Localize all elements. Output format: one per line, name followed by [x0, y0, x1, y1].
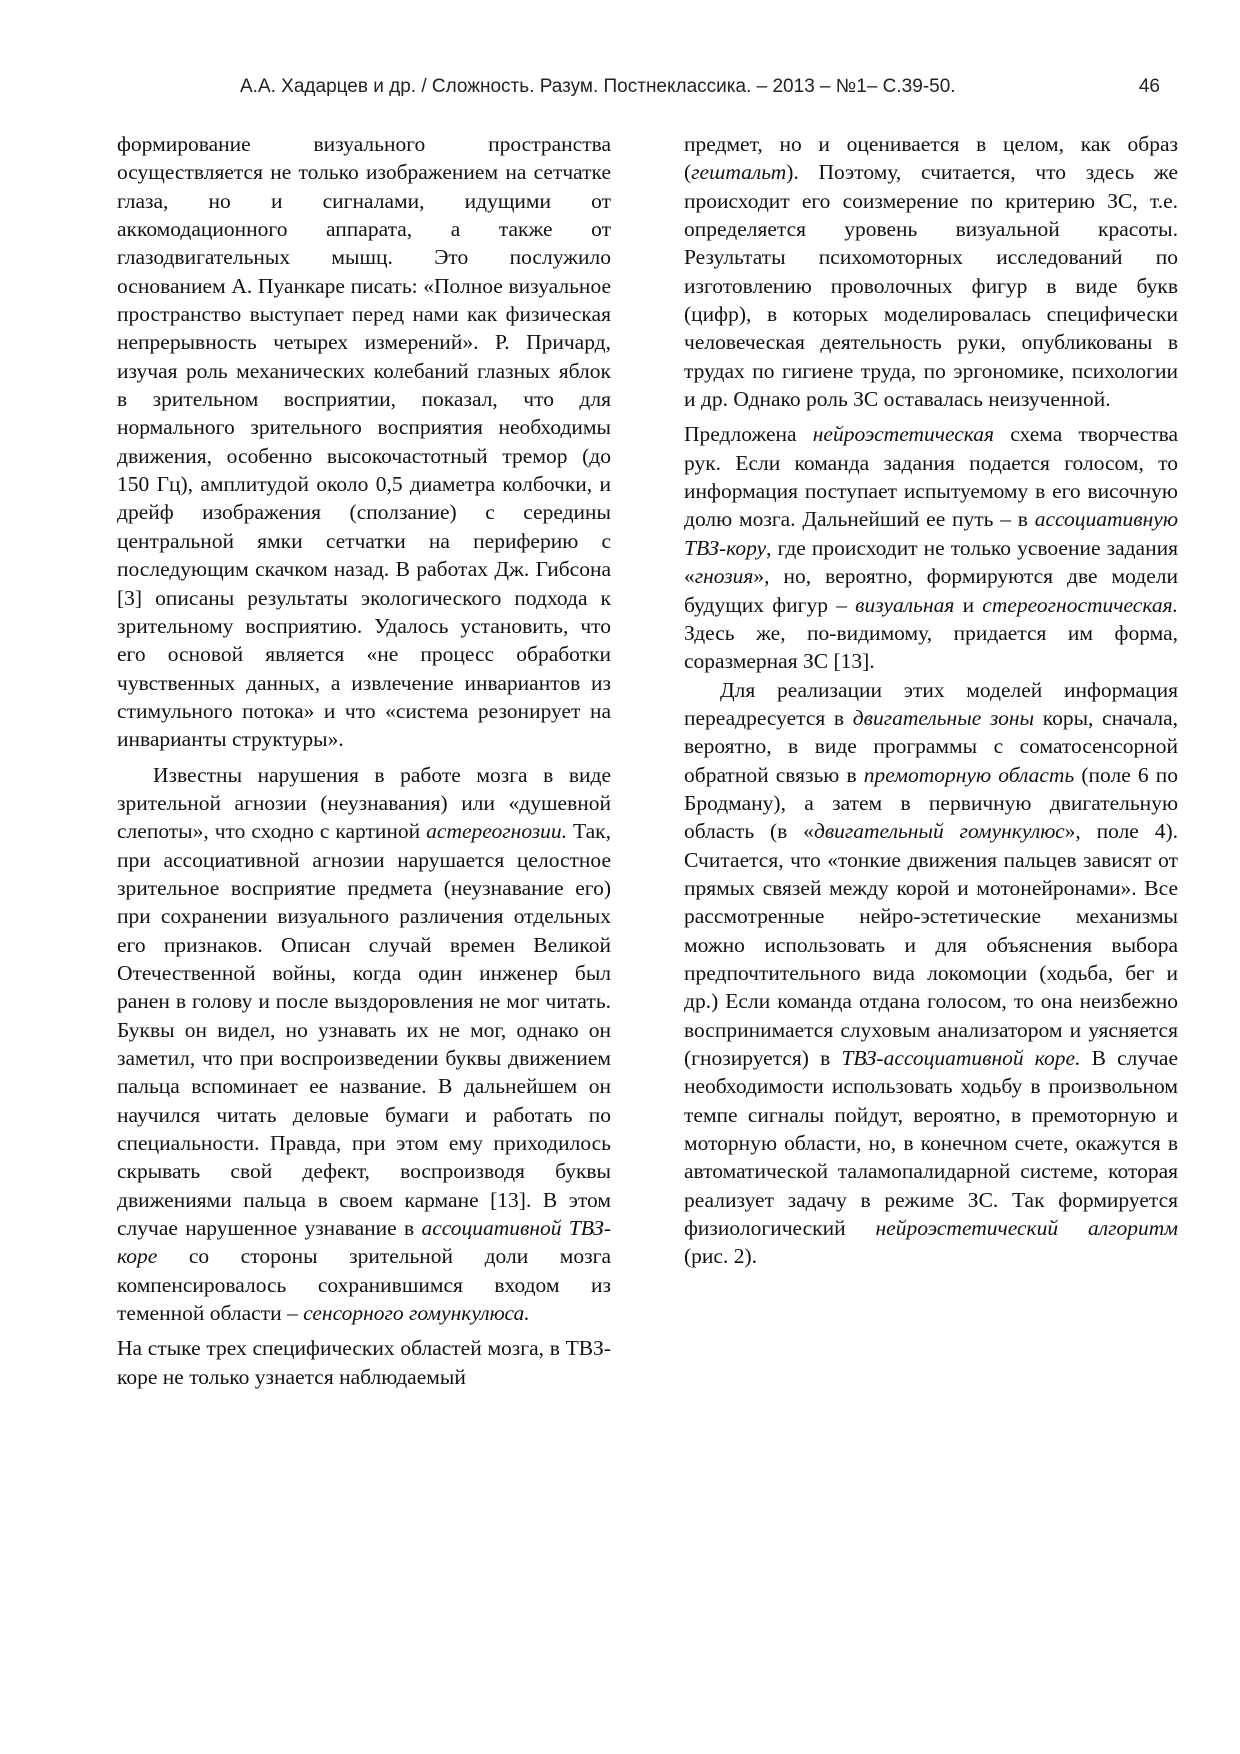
- paragraph-visual-space: [117, 130, 611, 754]
- term-visual: визуальная: [855, 592, 955, 617]
- term-neuroaesthetic: нейроэстетическая: [812, 422, 995, 447]
- term-astereognosis: астереогнозии.: [426, 819, 568, 844]
- text-run: ). Поэтому, считается, что здесь же происходит его соизмерение по критерию ЗС, т.е. определяется уровень визуальной красоты. Результаты психомоторных исследований по изготовлению проволочных фигур в виде букв (цифр), в которых моделировалась специфически человеческая деятельность руки, опубликованы в трудах по гигиене труда, по эргономике, психологии и др. Однако роль ЗС оставалась неизученной.: [684, 160, 1178, 412]
- term-gnosis: гнозия: [694, 564, 754, 589]
- text-run: (рис. 2).: [684, 1244, 757, 1269]
- right-column: [684, 130, 1178, 1271]
- text-run: предмет, но и оценивается в целом, как образ (: [684, 132, 1178, 185]
- text-run: (поле 6 по Бродману), а затем в первичную двигательную область (в «: [684, 762, 1178, 844]
- text-run: и: [954, 592, 983, 617]
- term-tvz-associative-cortex: ТВЗ-ассоциативной коре.: [841, 1046, 1081, 1070]
- text-run: », но, вероятно, формируются две модели будущих фигур –: [684, 564, 1178, 617]
- text-run: формирование визуального пространства осуществляется не только изображением на сетчатке глаза, но и сигналами, идущими от аккомодационного аппарата, а также от глазодвигательных мышц. Это послужило основанием А. Пуанкаре писать: «Полное визуальное пространство выступает перед нами как физическая непрерывность четырех измерений». Р. Причард, изучая роль механических колебаний глазных яблок в зрительном восприятии, показал, что для нормального зрительного восприятия необходимы движения, особенно высокочастотный тремор (до 150 Гц), амплитудой около 0,5 диаметра колбочки, и дрейф изображения (сползание) с середины центральной ямки сетчатки на периферию с последующим скачком назад. В работах Дж. Гибсона [3] описаны результаты экологического подхода к зрительному восприятию. Удалось установить, что его основой является «не процесс обработки чувственных данных, а извлечение инвариантов из стимульного потока» и что «система резонирует на инварианты структуры».: [117, 132, 611, 752]
- text-run: Предложена: [684, 422, 813, 447]
- paragraph-gestalt: [684, 130, 1178, 413]
- paragraph-agnosia: [117, 761, 611, 1328]
- text-run: коры, сначала, вероятно, в виде программы с соматосенсорной обратной связью в: [684, 705, 1178, 787]
- page-number: 46: [1138, 76, 1160, 97]
- term-motor-zones: двигательные зоны: [852, 705, 1035, 730]
- text-run: Здесь же, по-видимому, придается им форма, соразмерная ЗС [13].: [684, 620, 1178, 674]
- text-run: Для реализации этих моделей информация переадресуется в: [684, 677, 1178, 730]
- term-premotor-area: премоторную область: [863, 762, 1075, 787]
- term-gestalt: гештальт: [691, 160, 787, 185]
- text-run: схема творчества рук. Если команда задания подается голосом, то информация поступает испытуемому в его височную долю мозга. Дальнейший ее путь – в: [684, 422, 1178, 532]
- term-associative-tvz-cortex: ассоциативную ТВЗ-кору: [684, 507, 1178, 560]
- paragraph-neuroaesthetic-scheme: [684, 420, 1178, 675]
- term-neuroaesthetic-algorithm: нейроэстетический алгоритм: [875, 1216, 1178, 1241]
- text-run: На стыке трех специфических областей мозга, в ТВЗ-коре не только узнается наблюдаемый: [117, 1336, 611, 1389]
- text-run: Известны нарушения в работе мозга в виде зрительной агнозии (неузнавания) или «душевной слепоты», что сходно с картиной: [117, 762, 611, 844]
- journal-citation: А.А. Хадарцев и др. / Сложность. Разум. Постнеклассика. – 2013 – №1– С.39-50.: [240, 76, 956, 97]
- paragraph-motor-zones: [684, 676, 1178, 1271]
- left-column: [117, 130, 611, 1391]
- term-stereognostic: стереогностическая.: [982, 592, 1178, 617]
- term-motor-homunculus: двигательный гомункулюс: [813, 819, 1065, 844]
- text-run: », поле 4). Считается, что «тонкие движения пальцев зависят от прямых связей между корой и мотонейронами». Все рассмотренные нейро-эстетические механизмы можно использовать и для объяснения выбора предпочтительного вида локомоции (ходьба, бег и др.) Если команда отдана голосом, то она неизбежно воспринимается слуховым анализатором и уясняется (гнозируется) в: [684, 819, 1178, 1070]
- text-run: Так, при ассоциативной агнозии нарушается целостное зрительное восприятие предмета (неузнавание его) при сохранении визуального различения отдельных его признаков. Описан случай времен Великой Отечественной войны, когда один инженер был ранен в голову и после выздоровления не мог читать. Буквы он видел, но узнавать их не мог, однако он заметил, что при воспроизведении буквы движением пальца вспоминает ее название. В дальнейшем он научился читать деловые бумаги и работать по специальности. Правда, при этом ему приходилось скрывать свой дефект, воспроизводя буквы движениями пальца в своем кармане [13]. В этом случае нарушенное узнавание в: [117, 819, 611, 1241]
- term-sensory-homunculus: сенсорного гомункулюса.: [303, 1301, 530, 1326]
- term-associative-cortex: ассоциативной ТВЗ-коре: [117, 1216, 611, 1269]
- text-run: , где происходит не только усвоение задания «: [684, 535, 1178, 589]
- text-run: со стороны зрительной доли мозга компенсировалось сохранившимся входом из теменной области –: [117, 1244, 611, 1326]
- paragraph-tvz-cortex: [117, 1334, 611, 1391]
- text-run: В случае необходимости использовать ходьбу в произвольном темпе сигналы пойдут, вероятно, в премоторную и моторную области, но, в конечном счете, окажутся в автоматической таламопалидарной системе, которая реализует задачу в режиме ЗС. Так формируется физиологический: [684, 1046, 1178, 1241]
